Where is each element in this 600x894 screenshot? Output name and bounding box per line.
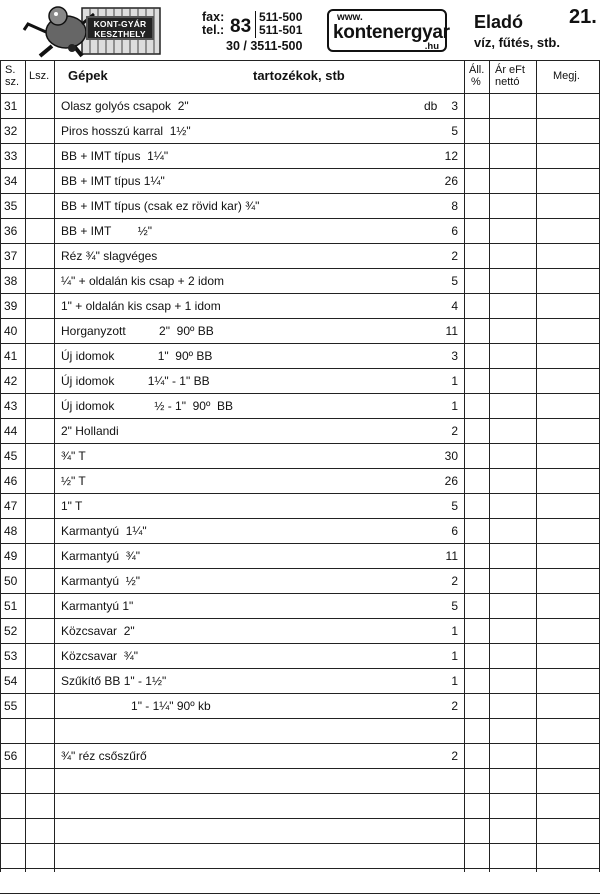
item-quantity: 4 [451, 299, 458, 313]
item-quantity: 1 [451, 399, 458, 413]
row-number: 31 [4, 99, 18, 113]
item-name: Horganyzott 2" 90º BB [61, 324, 214, 338]
row-number: 40 [4, 324, 18, 338]
row-number [4, 819, 24, 843]
table-row [0, 744, 600, 769]
col-gepek: Gépek [68, 68, 108, 83]
logo-badge [86, 16, 154, 40]
item-name: Új idomok ½ - 1" 90º BB [61, 399, 234, 413]
table-row [0, 269, 600, 294]
website-domain: kontenergyar [333, 22, 450, 43]
row-number: 32 [4, 124, 18, 138]
item-name: Karmantyú ¾" [61, 549, 140, 563]
website-box[interactable] [327, 9, 450, 52]
item-quantity: 6 [451, 524, 458, 538]
item-quantity: 1 [451, 674, 458, 688]
table-row [0, 244, 600, 269]
item-quantity [424, 719, 458, 743]
row-number [4, 769, 24, 793]
table-row [0, 119, 600, 144]
item-name: BB + IMT típus (csak ez rövid kar) ¾" [61, 199, 260, 213]
item-quantity: 2 [451, 699, 458, 713]
table-row [0, 519, 600, 544]
item-quantity: 26 [444, 174, 458, 188]
table-row [0, 319, 600, 344]
table-row [0, 769, 600, 794]
item-name: BB + IMT típus 1¼" [61, 149, 169, 163]
table-row [0, 819, 600, 844]
item-quantity: 6 [451, 224, 458, 238]
table-row [0, 294, 600, 319]
row-number: 47 [4, 499, 18, 513]
fax-number: 511-500 [259, 10, 303, 24]
tel-label: tel.: [202, 23, 225, 37]
item-name: Piros hosszú karral 1½" [61, 124, 191, 138]
table-row [0, 144, 600, 169]
table-header [0, 60, 600, 94]
table-row [0, 94, 600, 119]
inventory-table [0, 60, 600, 894]
item-quantity: 1 [451, 624, 458, 638]
col-ar-line1: Ár eFt [495, 64, 525, 76]
item-name: Karmantyú 1¼" [61, 524, 147, 538]
item-quantity: 5 [451, 274, 458, 288]
table-row [0, 694, 600, 719]
item-quantity: 5 [451, 499, 458, 513]
row-number: 50 [4, 574, 18, 588]
item-name: ¼" + oldalán kis csap + 2 idom [61, 274, 225, 288]
item-quantity: 3 [451, 349, 458, 363]
table-row [0, 494, 600, 519]
item-quantity: 1 [451, 374, 458, 388]
item-quantity [424, 819, 458, 843]
table-row [0, 644, 600, 669]
row-number: 34 [4, 174, 18, 188]
page-subtitle: víz, fűtés, stb. [474, 35, 560, 50]
table-body [0, 94, 600, 894]
item-name: Karmantyú ½" [61, 574, 140, 588]
table-row [0, 844, 600, 869]
table-row [0, 619, 600, 644]
col-ar-line2: nettó [495, 76, 520, 88]
item-quantity: 2 [451, 749, 458, 763]
item-quantity: 2 [451, 424, 458, 438]
item-quantity [424, 869, 458, 893]
table-row [0, 419, 600, 444]
item-name: Szűkítő BB 1" - 1½" [61, 674, 167, 688]
row-number: 37 [4, 249, 18, 263]
item-name: Közcsavar 2" [61, 624, 135, 638]
table-row [0, 544, 600, 569]
item-name: 1" + oldalán kis csap + 1 idom [61, 299, 221, 313]
col-sz-line2: sz. [5, 76, 20, 88]
row-number: 49 [4, 549, 18, 563]
logo-line1: KONT-GYÁR [93, 19, 147, 29]
item-name: BB + IMT ½" [61, 224, 153, 238]
phone-numbers [255, 11, 302, 38]
item-quantity: 11 [445, 324, 458, 338]
item-unit: db [424, 99, 438, 113]
col-sz-line1: S. [5, 64, 16, 76]
table-row [0, 344, 600, 369]
fax-label: fax: [202, 10, 225, 24]
website-www: www. [337, 12, 363, 23]
table-row [0, 369, 600, 394]
row-number: 42 [4, 374, 18, 388]
item-quantity [424, 794, 458, 818]
row-number: 53 [4, 649, 18, 663]
item-quantity: 1 [451, 649, 458, 663]
tel-number: 511-501 [259, 23, 303, 37]
col-megj: Megj. [553, 70, 580, 82]
item-quantity: 2 [451, 574, 458, 588]
col-all-line2: % [471, 76, 481, 88]
item-name: 2" Hollandi [61, 424, 119, 438]
row-number: 44 [4, 424, 18, 438]
row-number: 39 [4, 299, 18, 313]
item-name: ¾" réz csőszűrő [61, 749, 147, 763]
item-quantity: 26 [444, 474, 458, 488]
row-number [4, 719, 24, 743]
item-quantity: 8 [451, 199, 458, 213]
item-name: Réz ¾" slagvéges [61, 249, 158, 263]
page-header [0, 0, 600, 60]
item-quantity: 2 [451, 249, 458, 263]
col-lsz: Lsz. [29, 70, 50, 82]
item-quantity: 5 [451, 599, 458, 613]
row-number: 41 [4, 349, 18, 363]
item-quantity: 30 [444, 449, 458, 463]
item-quantity: 11 [445, 549, 458, 563]
table-row [0, 169, 600, 194]
item-name: 1" - 1¼" 90º kb [61, 699, 211, 713]
item-quantity: 12 [444, 149, 458, 163]
item-name: ¾" T [61, 449, 86, 463]
row-number: 43 [4, 399, 18, 413]
row-number [4, 869, 24, 893]
row-number: 56 [4, 749, 18, 763]
col-all-line1: Áll. [469, 64, 485, 76]
item-name: Közcsavar ¾" [61, 649, 138, 663]
row-number [4, 794, 24, 818]
row-number: 36 [4, 224, 18, 238]
item-name: Új idomok 1¼" - 1" BB [61, 374, 210, 388]
row-number: 38 [4, 274, 18, 288]
row-number: 51 [4, 599, 18, 613]
table-row [0, 394, 600, 419]
row-number: 48 [4, 524, 18, 538]
col-tartozekok: tartozékok, stb [253, 68, 345, 83]
mobile-number: 30 / 3511-500 [226, 39, 303, 53]
row-number: 52 [4, 624, 18, 638]
table-row [0, 219, 600, 244]
page-number: 21. [569, 6, 597, 28]
table-row [0, 569, 600, 594]
item-quantity [424, 844, 458, 868]
row-number: 33 [4, 149, 18, 163]
contact-labels [202, 11, 224, 37]
website-tld: .hu [424, 41, 439, 52]
row-number: 35 [4, 199, 18, 213]
page-title: Eladó [474, 12, 524, 32]
item-quantity: 5 [451, 124, 458, 138]
row-number [4, 844, 24, 868]
item-quantity [424, 769, 458, 793]
item-name: BB + IMT típus 1¼" [61, 174, 165, 188]
row-number: 54 [4, 674, 18, 688]
item-name: Karmantyú 1" [61, 599, 134, 613]
table-row [0, 444, 600, 469]
table-row [0, 469, 600, 494]
company-logo [22, 2, 194, 58]
row-number: 55 [4, 699, 18, 713]
row-number: 46 [4, 474, 18, 488]
table-row [0, 669, 600, 694]
table-row [0, 869, 600, 894]
item-name: 1" T [61, 499, 83, 513]
row-number: 45 [4, 449, 18, 463]
item-name: Olasz golyós csapok 2" [61, 99, 189, 113]
table-row [0, 794, 600, 819]
table-row [0, 194, 600, 219]
item-name: Új idomok 1" 90º BB [61, 349, 213, 363]
logo-line2: KESZTHELY [94, 29, 146, 39]
table-row [0, 594, 600, 619]
table-row [0, 719, 600, 744]
item-name: ½" T [61, 474, 86, 488]
item-quantity: 3 [451, 99, 458, 113]
area-code: 83 [230, 16, 252, 37]
